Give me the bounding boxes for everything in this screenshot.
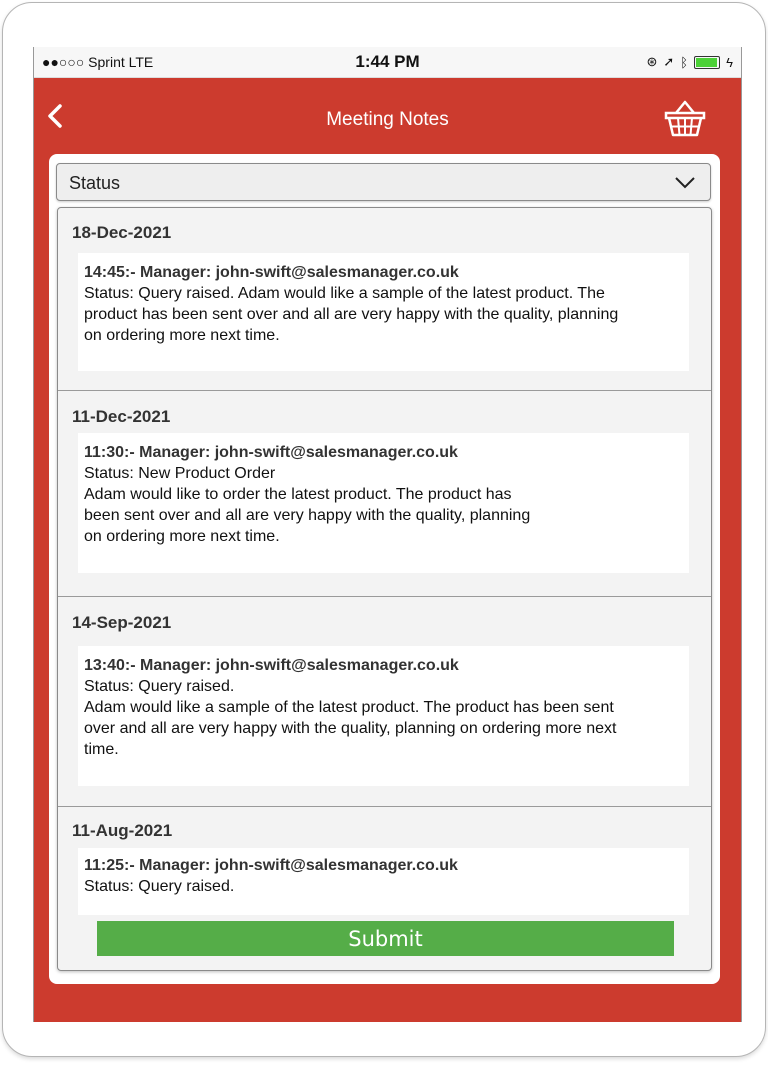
notes-card: [49, 154, 720, 984]
note-date: 14-Sep-2021: [72, 613, 172, 632]
chevron-down-icon: [674, 174, 696, 190]
app-screen: [33, 47, 742, 1022]
carrier-label: ●●○○○ Sprint LTE: [42, 54, 154, 70]
tablet-frame: [2, 2, 766, 1057]
note-date: 11-Aug-2021: [72, 821, 173, 840]
note-text: [84, 655, 616, 760]
battery-icon: [694, 56, 720, 69]
charging-bolt-icon: ϟ: [726, 54, 733, 70]
note-box: [78, 848, 689, 915]
note-entry: [58, 391, 711, 597]
note-line: on ordering more next time.: [84, 528, 280, 545]
note-entry: [58, 208, 711, 391]
note-header: 11:25:- Manager: john-swift@salesmanager.co.uk: [84, 857, 458, 874]
note-line: over and all are very happy with the quality, planning on ordering more next: [84, 720, 617, 737]
bluetooth-icon: ᛒ: [680, 54, 689, 70]
note-header: 13:40:- Manager: john-swift@salesmanager.co.uk: [84, 657, 459, 674]
note-line: been sent over and all are very happy with the quality, planning: [84, 507, 531, 524]
note-line: Status: Query raised. Adam would like a sample of the latest product. The: [84, 285, 605, 302]
page-title: Meeting Notes: [326, 109, 449, 130]
battery-fill: [696, 58, 716, 67]
note-line: time.: [84, 741, 119, 758]
basket-icon: [663, 99, 707, 139]
note-text: [84, 262, 618, 346]
basket-button[interactable]: [663, 99, 707, 139]
note-text: [84, 442, 530, 547]
note-date: 18-Dec-2021: [72, 223, 172, 242]
orientation-lock-icon: ⊛: [646, 54, 658, 69]
note-box: [78, 646, 689, 786]
clock: 1:44 PM: [355, 52, 420, 71]
note-line: Status: Query raised.: [84, 878, 235, 895]
status-bar: [34, 47, 741, 78]
note-line: Status: Query raised.: [84, 678, 235, 695]
note-date: 11-Dec-2021: [72, 407, 171, 426]
note-box: [78, 433, 689, 573]
note-line: product has been sent over and all are very happy with the quality, planning: [84, 306, 619, 323]
status-icons: [646, 54, 733, 70]
note-entry: [58, 597, 711, 807]
note-line: Adam would like to order the latest product. The product has: [84, 486, 512, 503]
note-line: Adam would like a sample of the latest product. The product has been sent: [84, 699, 614, 716]
note-header: 11:30:- Manager: john-swift@salesmanager.co.uk: [84, 444, 458, 461]
note-text: [84, 855, 458, 897]
note-box: [78, 253, 689, 371]
status-filter-value: Status: [69, 173, 121, 193]
notes-list[interactable]: [57, 207, 712, 971]
status-filter-select[interactable]: [56, 163, 711, 201]
nav-bar: [34, 77, 741, 153]
submit-button[interactable]: Submit: [97, 921, 674, 956]
note-line: Status: New Product Order: [84, 465, 276, 482]
note-header: 14:45:- Manager: john-swift@salesmanager.co.uk: [84, 264, 459, 281]
location-arrow-icon: ➚: [663, 54, 675, 69]
note-line: on ordering more next time.: [84, 327, 280, 344]
